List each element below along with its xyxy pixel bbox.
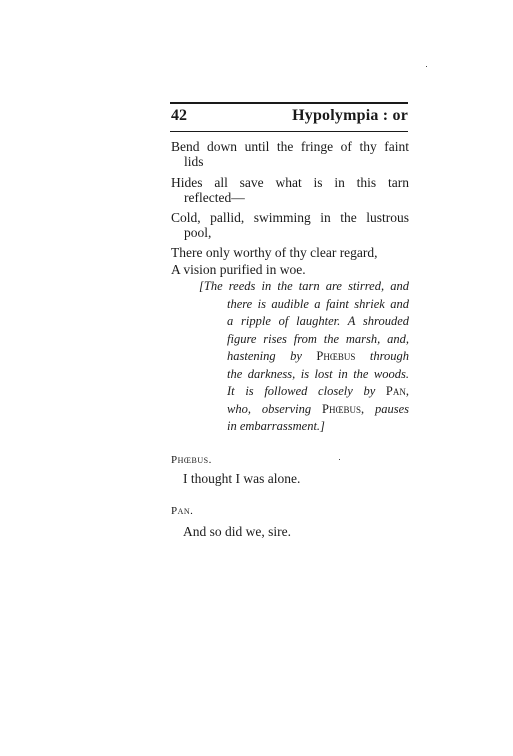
verse-line-2: Hides all save what is in this tarn reflected—: [171, 175, 409, 205]
scan-speck: [426, 66, 427, 67]
speaker-phoebus: Phœbus.: [171, 454, 212, 466]
header-rule-bottom: [170, 131, 408, 132]
stage-direction: [The reeds in the tarn are stirred, and there is audible a faint shriek and a ripple of laughter. A shrouded figure rises from the marsh, and, hastening by Phœbus through the darkness, is lost in the woods. It is followed closely by Pan, who, observing Phœbus, pauses in embarrassment.]: [199, 279, 410, 433]
speaker-pan: Pan.: [171, 505, 194, 517]
character-name-phoebus: Phœbus,: [322, 401, 365, 416]
verse-line-3: Cold, pallid, swimming in the lustrous pool,: [171, 210, 409, 240]
header-rule-top: [170, 102, 408, 104]
verse-line-4: There only worthy of thy clear regard,: [171, 245, 378, 260]
running-head: Hypolympia : or: [292, 107, 408, 124]
character-name-pan: Pan,: [385, 384, 409, 398]
page-number: 42: [171, 107, 187, 124]
verse-line-5: A vision purified in woe.: [171, 262, 306, 277]
character-name-phoebus: Phœbus: [316, 349, 356, 363]
scan-speck: [339, 459, 340, 460]
verse-line-1: Bend down until the fringe of thy faint lids: [171, 139, 409, 169]
speech-pan: And so did we, sire.: [183, 524, 291, 539]
speech-phoebus: I thought I was alone.: [183, 471, 301, 486]
